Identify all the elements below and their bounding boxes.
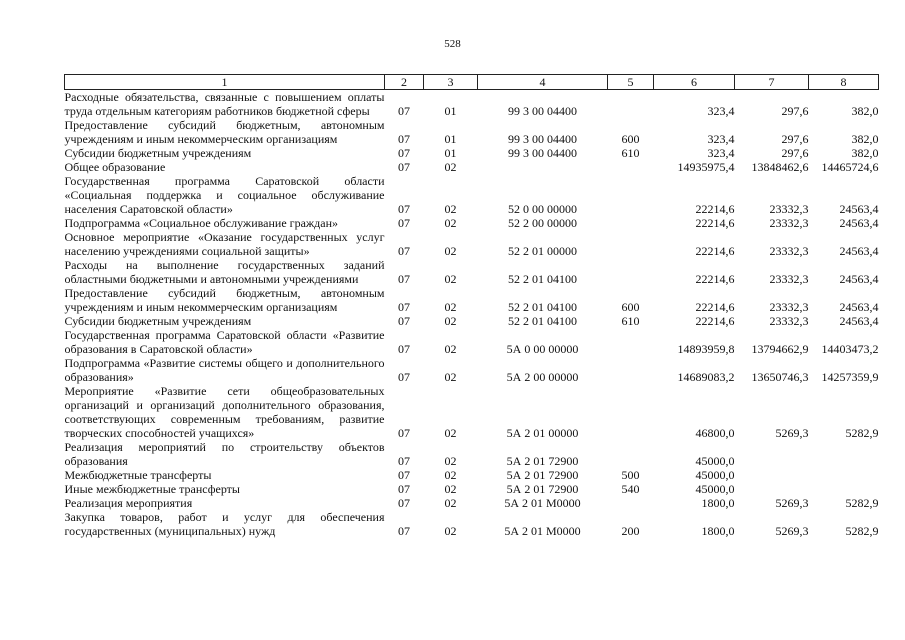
row-description: Иные межбюджетные трансферты xyxy=(64,482,240,496)
expense-type-code: 600 xyxy=(621,132,640,146)
amount-year-3: 24563,4 xyxy=(839,216,879,230)
column-header: 3 xyxy=(424,75,478,90)
subsection-code: 02 xyxy=(444,216,457,230)
row-description: Государственная программа Саратовской области «Развитие образования в Саратовской области» xyxy=(64,328,385,356)
section-code: 07 xyxy=(398,496,410,510)
row-description: Подпрограмма «Развитие системы общего и дополнительного образования» xyxy=(64,356,385,384)
target-article-code: 52 2 01 04100 xyxy=(508,272,577,286)
target-article-code: 99 3 00 04400 xyxy=(508,104,577,118)
amount-year-2: 297,6 xyxy=(781,104,809,118)
table-row xyxy=(65,286,879,314)
expense-type-code: 200 xyxy=(621,524,640,538)
subsection-code: 02 xyxy=(444,524,457,538)
row-description: Реализация мероприятия xyxy=(64,496,193,510)
row-description: Основное мероприятие «Оказание государственных услуг населению учреждениями социальной защиты» xyxy=(64,230,385,258)
row-description: Межбюджетные трансферты xyxy=(64,468,212,482)
row-description: Предоставление субсидий бюджетным, автономным учреждениям и иным некоммерческим организациям xyxy=(64,286,385,314)
table-row xyxy=(65,468,879,482)
subsection-code: 01 xyxy=(444,104,457,118)
amount-year-3: 14257359,9 xyxy=(821,370,879,384)
column-header: 6 xyxy=(654,75,735,90)
section-code: 07 xyxy=(398,426,410,440)
table-row xyxy=(65,510,879,538)
amount-year-1: 14935975,4 xyxy=(677,160,735,174)
amount-year-2: 297,6 xyxy=(781,146,809,160)
section-code: 07 xyxy=(398,524,410,538)
target-article-code: 52 2 00 00000 xyxy=(508,216,577,230)
target-article-code: 5А 2 01 72900 xyxy=(506,468,579,482)
section-code: 07 xyxy=(398,202,410,216)
header-row xyxy=(65,75,879,90)
row-description: Подпрограмма «Социальное обслуживание граждан» xyxy=(64,216,339,230)
amount-year-1: 323,4 xyxy=(707,132,735,146)
target-article-code: 5А 2 01 72900 xyxy=(506,482,579,496)
expense-type-code: 600 xyxy=(621,300,640,314)
amount-year-1: 45000,0 xyxy=(695,454,735,468)
amount-year-1: 14689083,2 xyxy=(677,370,735,384)
amount-year-2: 297,6 xyxy=(781,132,809,146)
row-description: Расходные обязательства, связанные с повышением оплаты труда отдельным категориям работников бюджетной сферы xyxy=(64,90,385,118)
expense-type-code xyxy=(608,230,654,258)
subsection-code: 02 xyxy=(444,426,457,440)
amount-year-2: 13650746,3 xyxy=(751,370,809,384)
target-article-code xyxy=(478,160,608,174)
amount-year-2 xyxy=(735,482,809,496)
amount-year-1: 22214,6 xyxy=(695,244,735,258)
table-row xyxy=(65,174,879,216)
section-code: 07 xyxy=(398,132,410,146)
expense-type-code: 610 xyxy=(621,314,640,328)
subsection-code: 02 xyxy=(444,482,457,496)
amount-year-1: 22214,6 xyxy=(695,314,735,328)
section-code: 07 xyxy=(398,146,410,160)
section-code: 07 xyxy=(398,314,410,328)
amount-year-1: 22214,6 xyxy=(695,300,735,314)
table-row xyxy=(65,160,879,174)
table-row xyxy=(65,496,879,510)
row-description: Закупка товаров, работ и услуг для обеспечения государственных (муниципальных) нужд xyxy=(64,510,385,538)
target-article-code: 52 2 01 00000 xyxy=(508,244,577,258)
target-article-code: 5А 2 00 00000 xyxy=(506,370,579,384)
amount-year-1: 22214,6 xyxy=(695,216,735,230)
row-description: Субсидии бюджетным учреждениям xyxy=(64,314,252,328)
amount-year-1: 45000,0 xyxy=(695,482,735,496)
subsection-code: 02 xyxy=(444,370,457,384)
table-row xyxy=(65,118,879,146)
expense-type-code xyxy=(608,496,654,510)
amount-year-1: 323,4 xyxy=(707,146,735,160)
table-row xyxy=(65,90,879,119)
amount-year-1: 1800,0 xyxy=(701,524,735,538)
amount-year-3: 24563,4 xyxy=(839,202,879,216)
subsection-code: 02 xyxy=(444,300,457,314)
subsection-code: 01 xyxy=(444,132,457,146)
amount-year-2: 5269,3 xyxy=(775,524,809,538)
subsection-code: 02 xyxy=(444,454,457,468)
expense-type-code: 610 xyxy=(621,146,640,160)
amount-year-3: 14465724,6 xyxy=(821,160,879,174)
amount-year-2 xyxy=(735,440,809,468)
subsection-code: 02 xyxy=(444,160,457,174)
amount-year-3: 382,0 xyxy=(851,104,879,118)
target-article-code: 52 2 01 04100 xyxy=(508,314,577,328)
column-header: 1 xyxy=(65,75,385,90)
section-code: 07 xyxy=(398,482,410,496)
section-code: 07 xyxy=(398,370,410,384)
section-code: 07 xyxy=(398,160,410,174)
amount-year-3 xyxy=(809,440,879,468)
amount-year-3: 24563,4 xyxy=(839,272,879,286)
target-article-code: 5А 2 01 00000 xyxy=(506,426,579,440)
table-row xyxy=(65,258,879,286)
expense-type-code: 540 xyxy=(621,482,640,496)
target-article-code: 5А 0 00 00000 xyxy=(506,342,579,356)
amount-year-2 xyxy=(735,468,809,482)
row-description: Мероприятие «Развитие сети общеобразовательных организаций и организаций дополнительного образования, соответствующих современным требованиям, развитие творческих способностей учащихся» xyxy=(64,384,385,440)
table-row xyxy=(65,146,879,160)
table-row xyxy=(65,384,879,440)
table-row xyxy=(65,482,879,496)
column-header: 4 xyxy=(478,75,608,90)
row-description: Субсидии бюджетным учреждениям xyxy=(64,146,252,160)
expense-type-code xyxy=(608,216,654,230)
amount-year-3: 5282,9 xyxy=(845,496,879,510)
section-code: 07 xyxy=(398,300,410,314)
expense-type-code: 500 xyxy=(621,468,640,482)
subsection-code: 01 xyxy=(444,146,457,160)
section-code: 07 xyxy=(398,342,410,356)
amount-year-3: 5282,9 xyxy=(845,524,879,538)
amount-year-2: 23332,3 xyxy=(769,300,809,314)
section-code: 07 xyxy=(398,454,410,468)
subsection-code: 02 xyxy=(444,314,457,328)
amount-year-3: 24563,4 xyxy=(839,244,879,258)
subsection-code: 02 xyxy=(444,272,457,286)
expense-type-code xyxy=(608,356,654,384)
amount-year-2: 23332,3 xyxy=(769,314,809,328)
table-row xyxy=(65,356,879,384)
expense-type-code xyxy=(608,328,654,356)
amount-year-1: 14893959,8 xyxy=(677,342,735,356)
column-header: 5 xyxy=(608,75,654,90)
amount-year-3: 24563,4 xyxy=(839,300,879,314)
table-row xyxy=(65,328,879,356)
amount-year-3: 382,0 xyxy=(851,132,879,146)
amount-year-2: 23332,3 xyxy=(769,202,809,216)
column-header: 2 xyxy=(385,75,424,90)
section-code: 07 xyxy=(398,244,410,258)
section-code: 07 xyxy=(398,104,410,118)
expense-type-code xyxy=(608,90,654,119)
page-number: 528 xyxy=(444,38,461,50)
subsection-code: 02 xyxy=(444,202,457,216)
row-description: Реализация мероприятий по строительству объектов образования xyxy=(64,440,385,468)
target-article-code: 52 2 01 04100 xyxy=(508,300,577,314)
row-description: Государственная программа Саратовской области «Социальная поддержка и социальное обслуживание населения Саратовской области» xyxy=(64,174,385,216)
amount-year-1: 323,4 xyxy=(707,104,735,118)
column-header: 8 xyxy=(809,75,879,90)
subsection-code: 02 xyxy=(444,468,457,482)
expense-type-code xyxy=(608,384,654,440)
expense-type-code xyxy=(608,174,654,216)
amount-year-2: 23332,3 xyxy=(769,216,809,230)
amount-year-1: 22214,6 xyxy=(695,272,735,286)
expense-type-code xyxy=(608,160,654,174)
target-article-code: 52 0 00 00000 xyxy=(508,202,577,216)
target-article-code: 5А 2 01 72900 xyxy=(506,454,579,468)
section-code: 07 xyxy=(398,468,410,482)
row-description: Общее образование xyxy=(64,160,166,174)
amount-year-2: 5269,3 xyxy=(775,426,809,440)
budget-table xyxy=(64,74,879,538)
amount-year-2: 23332,3 xyxy=(769,272,809,286)
amount-year-2: 13848462,6 xyxy=(751,160,809,174)
subsection-code: 02 xyxy=(444,496,457,510)
table-row xyxy=(65,216,879,230)
target-article-code: 99 3 00 04400 xyxy=(508,132,577,146)
row-description: Расходы на выполнение государственных заданий областными бюджетными и автономными учреждениями xyxy=(64,258,385,286)
amount-year-3: 24563,4 xyxy=(839,314,879,328)
section-code: 07 xyxy=(398,216,410,230)
target-article-code: 5А 2 01 М0000 xyxy=(504,524,581,538)
table-row xyxy=(65,230,879,258)
amount-year-1: 22214,6 xyxy=(695,202,735,216)
table-row xyxy=(65,440,879,468)
amount-year-2: 23332,3 xyxy=(769,244,809,258)
amount-year-3: 5282,9 xyxy=(845,426,879,440)
amount-year-2: 13794662,9 xyxy=(751,342,809,356)
target-article-code: 99 3 00 04400 xyxy=(508,146,577,160)
amount-year-1: 46800,0 xyxy=(695,426,735,440)
target-article-code: 5А 2 01 М0000 xyxy=(504,496,581,510)
amount-year-1: 1800,0 xyxy=(701,496,735,510)
amount-year-3 xyxy=(809,468,879,482)
expense-type-code xyxy=(608,440,654,468)
amount-year-3: 382,0 xyxy=(851,146,879,160)
column-header: 7 xyxy=(735,75,809,90)
subsection-code: 02 xyxy=(444,244,457,258)
row-description: Предоставление субсидий бюджетным, автономным учреждениям и иным некоммерческим организациям xyxy=(64,118,385,146)
amount-year-1: 45000,0 xyxy=(695,468,735,482)
table-row xyxy=(65,314,879,328)
subsection-code: 02 xyxy=(444,342,457,356)
section-code: 07 xyxy=(398,272,410,286)
expense-type-code xyxy=(608,258,654,286)
amount-year-3 xyxy=(809,482,879,496)
amount-year-3: 14403473,2 xyxy=(821,342,879,356)
amount-year-2: 5269,3 xyxy=(775,496,809,510)
